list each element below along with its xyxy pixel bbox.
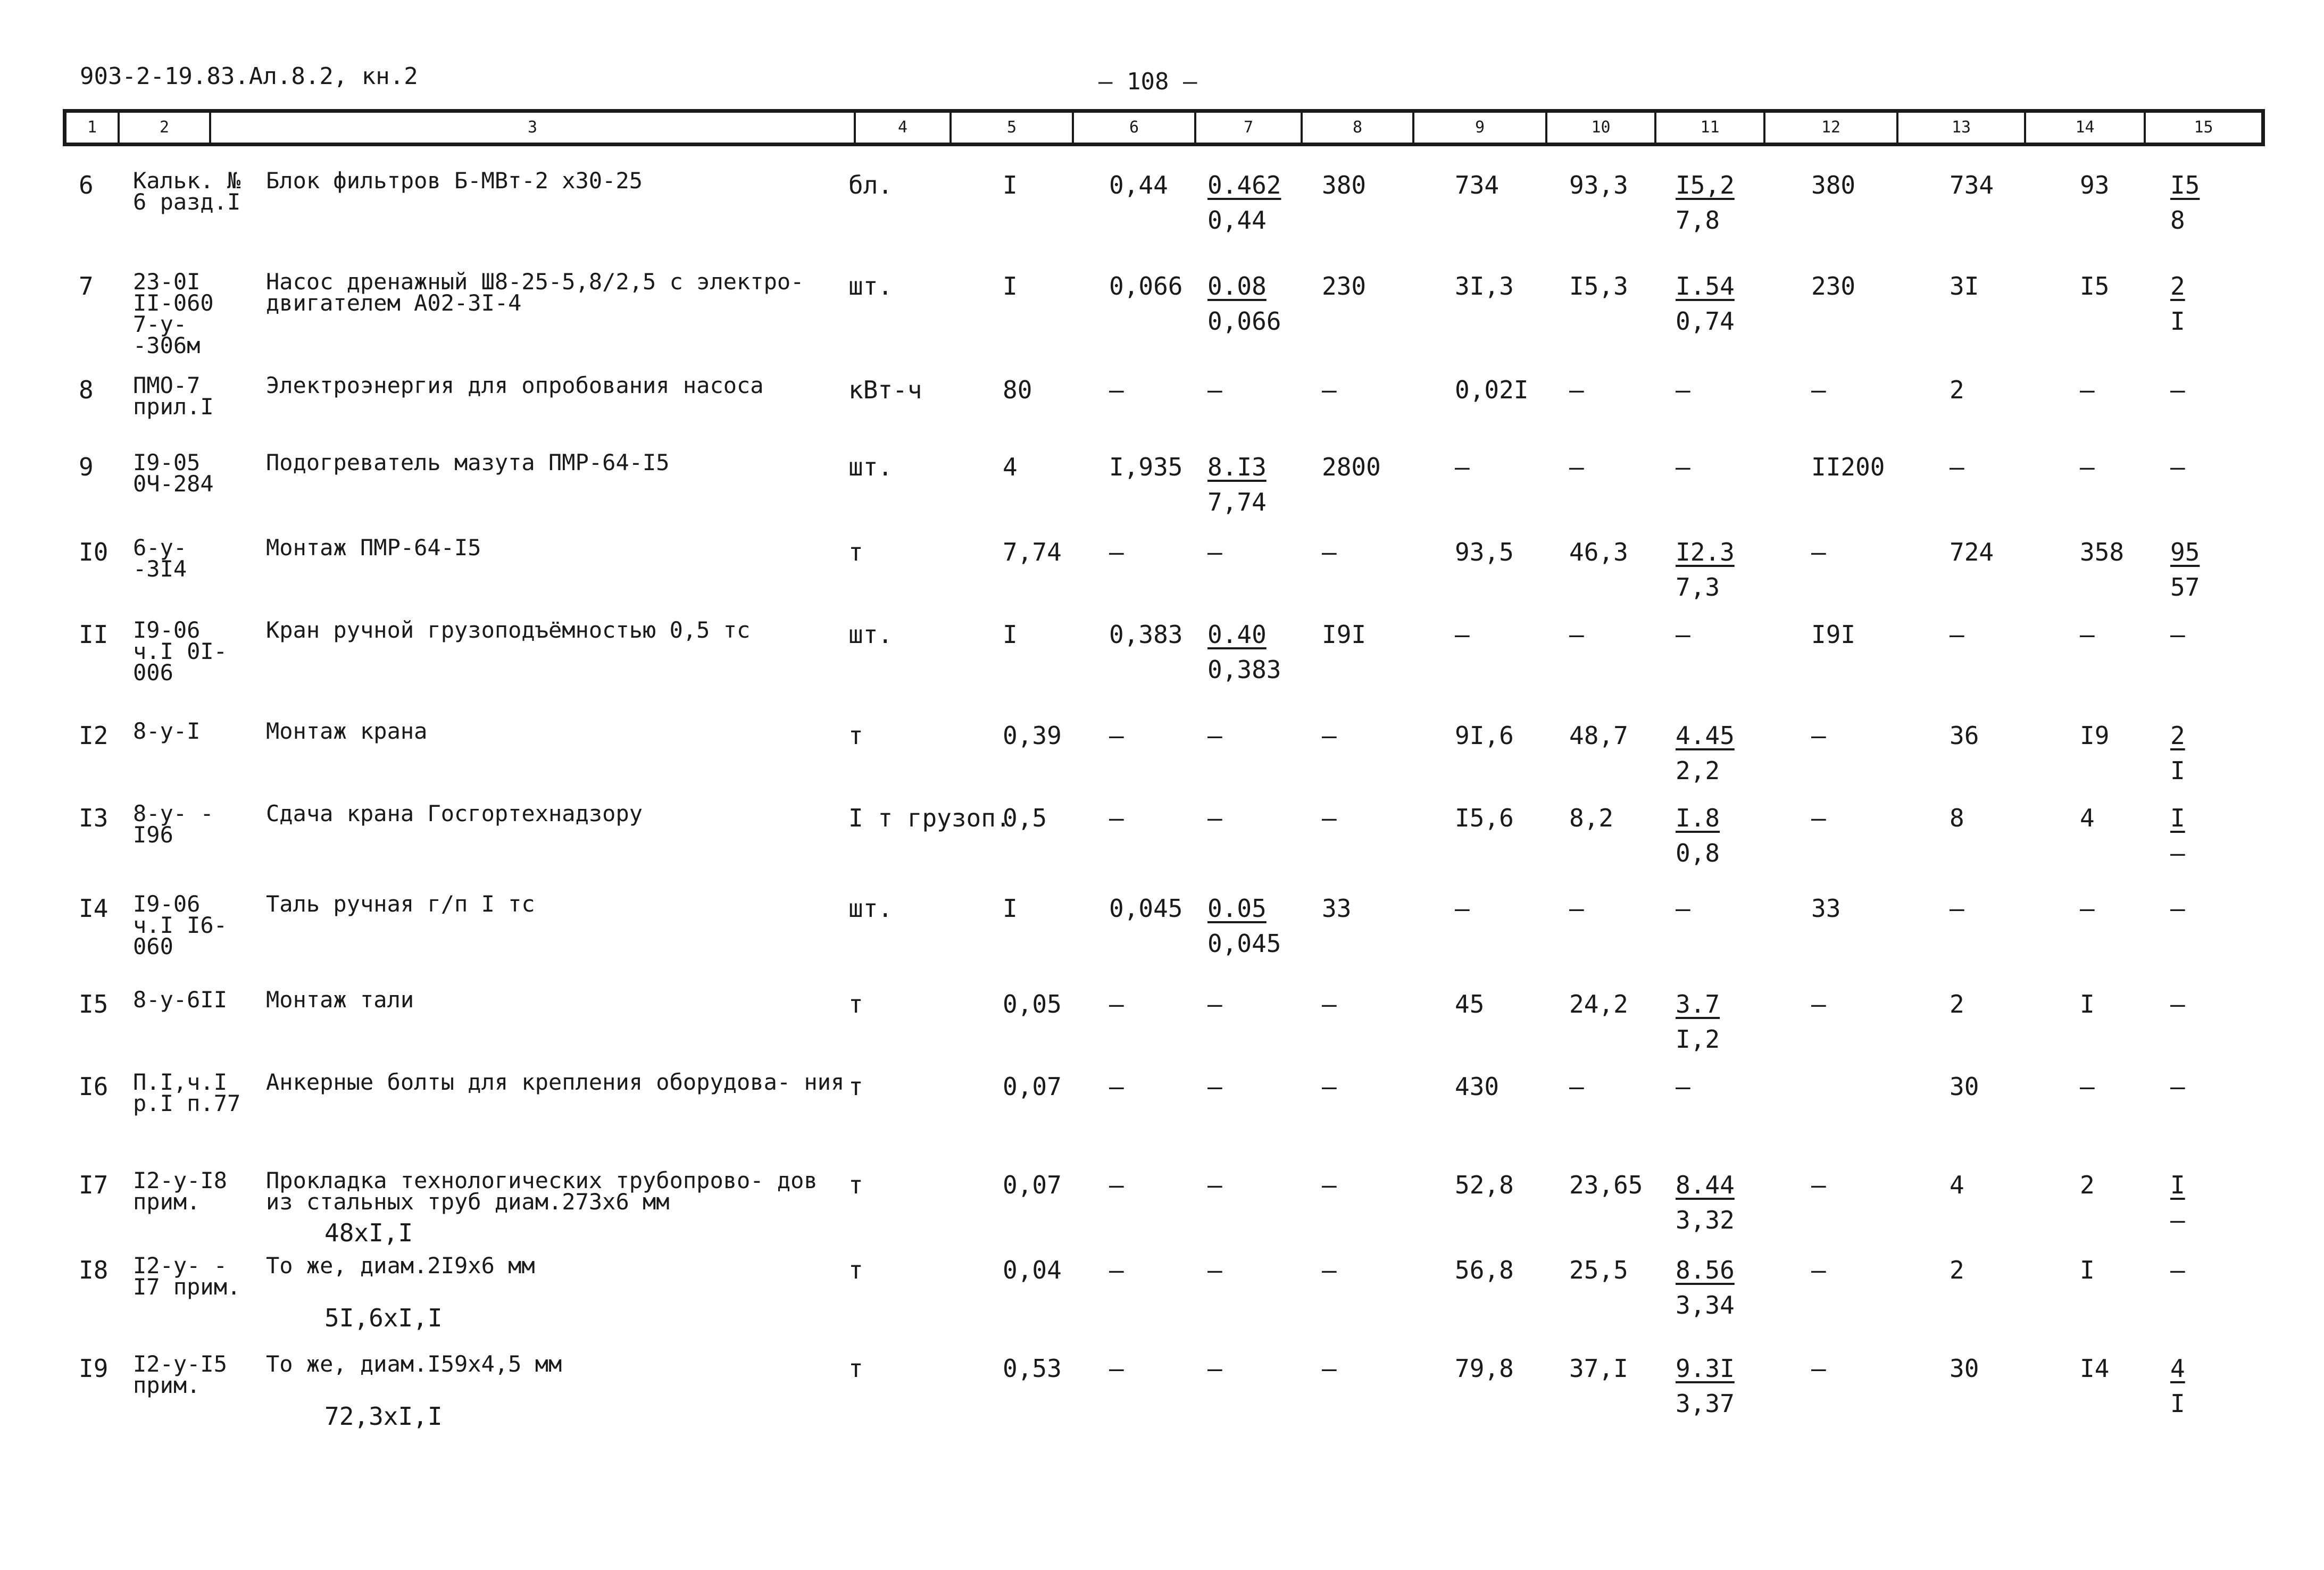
col-11-value (1676, 1252, 1735, 1323)
row-number: II (79, 620, 109, 649)
row-number: 7 (79, 272, 94, 300)
col-11-value (1676, 617, 1690, 652)
col-15-value (2170, 168, 2200, 238)
col-14-value: – (2080, 453, 2095, 481)
rate-code: I9-05 0Ч-284 (133, 449, 214, 497)
item-name: Насос дренажный Ш8-25-5,8/2,5 с электро- двигателем А02-3I-4 (266, 269, 804, 316)
col-14-value: I4 (2080, 1354, 2110, 1383)
col-15-value-numerator: I (2170, 804, 2185, 832)
col-11-value-numerator: I.54 (1676, 272, 1735, 300)
col-7-value-numerator: – (1207, 1354, 1222, 1383)
col-11-value-numerator: – (1676, 1072, 1690, 1101)
col-6-value: I,935 (1109, 453, 1183, 481)
col-8-value: – (1322, 721, 1337, 750)
rate-code: П.I,ч.I р.I п.77 (133, 1069, 241, 1116)
col-9-value: I5,6 (1455, 804, 1514, 832)
col-12-value: 380 (1811, 171, 1856, 199)
col-11-value-denominator: 3,34 (1676, 1291, 1735, 1320)
col-7-value (1207, 800, 1222, 836)
col-8-value: – (1322, 990, 1337, 1018)
col-10-value: 37,I (1569, 1354, 1628, 1383)
col-15-value (2170, 987, 2185, 1022)
col-15-value (2170, 1252, 2185, 1288)
col-8-value: – (1322, 538, 1337, 566)
column-number-5: 5 (949, 113, 1072, 143)
col-15-value-numerator: – (2170, 453, 2185, 481)
col-7-value-numerator: – (1207, 1256, 1222, 1284)
unit: т (848, 721, 863, 750)
column-number-1: 1 (87, 118, 97, 137)
col-15-value (2170, 891, 2185, 926)
col-12-value: 230 (1811, 272, 1856, 300)
col-7-value (1207, 168, 1281, 238)
quantity: I (1003, 171, 1018, 199)
col-15-value-numerator: 2 (2170, 272, 2185, 300)
col-15-value-denominator: 8 (2170, 206, 2185, 235)
unit: т (848, 538, 863, 566)
col-11-value-numerator: 3.7 (1676, 990, 1720, 1018)
column-number-10: 10 (1545, 113, 1654, 143)
col-6-value: – (1109, 375, 1124, 404)
col-7-value-numerator: 0.08 (1207, 272, 1267, 300)
col-7-value (1207, 372, 1222, 407)
col-11-value (1676, 535, 1735, 605)
item-subtext: 48хI,I (324, 1218, 413, 1247)
column-number-12: 12 (1763, 113, 1896, 143)
col-10-value: 93,3 (1569, 171, 1628, 199)
col-10-value: 23,65 (1569, 1171, 1643, 1199)
col-11-value-numerator: 9.3I (1676, 1354, 1735, 1383)
quantity: I (1003, 620, 1018, 649)
col-7-value-numerator: – (1207, 375, 1222, 404)
column-number-9: 9 (1412, 113, 1545, 143)
col-15-value (2170, 800, 2185, 871)
row-number: I9 (79, 1354, 109, 1383)
col-13-value: 734 (1950, 171, 1994, 199)
item-name: То же, диам.I59х4,5 мм (266, 1351, 562, 1377)
col-11-value (1676, 891, 1690, 926)
item-name: Сдача крана Госгортехнадзору (266, 800, 643, 826)
row-number: I6 (79, 1072, 109, 1101)
col-15-value (2170, 1069, 2185, 1104)
col-9-value: – (1455, 620, 1470, 649)
quantity: 4 (1003, 453, 1018, 481)
col-10-value: I5,3 (1569, 272, 1628, 300)
quantity: 7,74 (1003, 538, 1062, 566)
col-7-value (1207, 449, 1267, 520)
rate-code: 8-у-I (133, 718, 201, 744)
col-15-value (2170, 1167, 2185, 1238)
col-9-value: 52,8 (1455, 1171, 1514, 1199)
col-11-value-numerator: I2.3 (1676, 538, 1735, 566)
col-11-value-numerator: 8.56 (1676, 1256, 1735, 1284)
col-12-value: – (1811, 990, 1826, 1018)
rate-code: 23-0I II-060 7-у- -306м (133, 269, 214, 358)
col-13-value: 30 (1950, 1072, 1979, 1101)
quantity: 0,53 (1003, 1354, 1062, 1383)
col-7-value (1207, 891, 1281, 961)
col-11-value-numerator: – (1676, 620, 1690, 649)
col-11-value-numerator: – (1676, 894, 1690, 923)
col-8-value: 230 (1322, 272, 1367, 300)
col-15-value-numerator: 2 (2170, 721, 2185, 750)
col-15-value-numerator: – (2170, 894, 2185, 923)
col-7-value-numerator: 0.462 (1207, 171, 1281, 199)
col-10-value: – (1569, 375, 1584, 404)
col-6-value: – (1109, 538, 1124, 566)
row-number: I5 (79, 990, 109, 1018)
col-11-value (1676, 800, 1720, 871)
column-number-8: 8 (1301, 113, 1412, 143)
col-11-value-numerator: I.8 (1676, 804, 1720, 832)
unit: т (848, 1171, 863, 1199)
col-15-value-denominator: I (2170, 756, 2185, 785)
col-12-value: – (1811, 1256, 1826, 1284)
quantity: 80 (1003, 375, 1032, 404)
col-6-value: – (1109, 1171, 1124, 1199)
col-14-value: 4 (2080, 804, 2095, 832)
col-14-value: I9 (2080, 721, 2110, 750)
col-14-value: – (2080, 1072, 2095, 1101)
col-15-value-numerator: – (2170, 1072, 2185, 1101)
col-12-value: – (1811, 1354, 1826, 1383)
item-subtext: 72,3хI,I (324, 1402, 443, 1431)
col-15-value (2170, 1351, 2185, 1421)
col-9-value: 3I,3 (1455, 272, 1514, 300)
quantity: I (1003, 894, 1018, 923)
col-15-value (2170, 718, 2185, 788)
col-15-value-denominator: 57 (2170, 573, 2200, 602)
quantity: 0,07 (1003, 1171, 1062, 1199)
col-11-value (1676, 718, 1735, 788)
col-7-value-denominator: 7,74 (1207, 488, 1267, 516)
col-11-value (1676, 168, 1735, 238)
col-8-value: I9I (1322, 620, 1367, 649)
col-12-value: – (1811, 721, 1826, 750)
col-6-value: – (1109, 721, 1124, 750)
col-15-value-numerator: I (2170, 1171, 2185, 1199)
rate-code: Кальк. № 6 разд.I (133, 168, 241, 215)
col-12-value: 33 (1811, 894, 1841, 923)
column-number-11: 11 (1654, 113, 1763, 143)
item-name: Монтаж ПМР-64-I5 (266, 535, 481, 561)
col-10-value: – (1569, 453, 1584, 481)
item-name: Подогреватель мазута ПМР-64-I5 (266, 449, 670, 475)
col-11-value-numerator: 4.45 (1676, 721, 1735, 750)
column-number-4: 4 (854, 113, 949, 143)
col-6-value: – (1109, 1072, 1124, 1101)
col-11-value-numerator: 8.44 (1676, 1171, 1735, 1199)
col-7-value (1207, 718, 1222, 753)
col-15-value-denominator: – (2170, 1206, 2185, 1234)
col-14-value: 2 (2080, 1171, 2095, 1199)
item-name: Электроэнергия для опробования насоса (266, 372, 764, 398)
column-number-3: 3 (209, 113, 854, 143)
col-12-value: I9I (1811, 620, 1856, 649)
col-14-value: I (2080, 1256, 2095, 1284)
col-12-value: – (1811, 375, 1826, 404)
row-number: I2 (79, 721, 109, 750)
col-7-value-numerator: – (1207, 804, 1222, 832)
col-7-value-numerator: 8.I3 (1207, 453, 1267, 481)
col-15-value (2170, 617, 2185, 652)
rate-code: I9-06 ч.I 0I-006 (133, 617, 228, 686)
col-13-value: 4 (1950, 1171, 1964, 1199)
column-number-bar (63, 109, 2265, 146)
col-8-value: 33 (1322, 894, 1352, 923)
col-11-value-denominator: 3,37 (1676, 1389, 1735, 1418)
col-12-value: – (1811, 804, 1826, 832)
col-15-value-denominator: I (2170, 1389, 2185, 1418)
col-7-value-numerator: – (1207, 538, 1222, 566)
col-11-value-denominator: 0,74 (1676, 307, 1735, 336)
row-number: I0 (79, 538, 109, 566)
row-number: 9 (79, 453, 94, 481)
rate-code: 8-у-6II (133, 987, 228, 1013)
col-13-value: 3I (1950, 272, 1979, 300)
col-10-value: 8,2 (1569, 804, 1614, 832)
col-8-value: – (1322, 804, 1337, 832)
col-8-value: – (1322, 1354, 1337, 1383)
col-11-value (1676, 1351, 1735, 1421)
col-6-value: – (1109, 990, 1124, 1018)
item-subtext: 5I,6хI,I (324, 1304, 443, 1332)
col-7-value-denominator: 0,066 (1207, 307, 1281, 336)
item-name: То же, диам.2I9х6 мм (266, 1252, 535, 1279)
col-11-value-numerator: – (1676, 375, 1690, 404)
col-13-value: 2 (1950, 990, 1964, 1018)
unit: шт. (848, 453, 893, 481)
col-7-value (1207, 617, 1281, 687)
col-10-value: – (1569, 1072, 1584, 1101)
col-6-value: 0,383 (1109, 620, 1183, 649)
col-15-value-numerator: – (2170, 620, 2185, 649)
unit: т (848, 990, 863, 1018)
col-7-value-denominator: 0,045 (1207, 929, 1281, 958)
col-14-value: I (2080, 990, 2095, 1018)
rate-code: 6-у- -3I4 (133, 535, 187, 582)
col-8-value: – (1322, 375, 1337, 404)
col-9-value: 9I,6 (1455, 721, 1514, 750)
col-10-value: – (1569, 894, 1584, 923)
item-name: Таль ручная г/п I тс (266, 891, 535, 917)
col-7-value-denominator: 0,383 (1207, 655, 1281, 684)
row-number: I4 (79, 894, 109, 923)
col-14-value: – (2080, 620, 2095, 649)
page-number: — 108 — (1098, 68, 1197, 95)
row-number: 6 (79, 171, 94, 199)
col-15-value-denominator: – (2170, 839, 2185, 867)
col-14-value: 93 (2080, 171, 2110, 199)
col-7-value-numerator: 0.05 (1207, 894, 1267, 923)
item-name: Монтаж крана (266, 718, 428, 744)
col-11-value (1676, 269, 1735, 339)
rate-code: I2-у-I5 прим. (133, 1351, 228, 1398)
col-7-value-numerator: – (1207, 721, 1222, 750)
col-10-value: – (1569, 620, 1584, 649)
col-9-value: 430 (1455, 1072, 1500, 1101)
col-14-value: – (2080, 375, 2095, 404)
item-name: Кран ручной грузоподъёмностью 0,5 тс (266, 617, 751, 643)
col-11-value-numerator: – (1676, 453, 1690, 481)
col-10-value: 46,3 (1569, 538, 1628, 566)
col-6-value: 0,045 (1109, 894, 1183, 923)
col-12-value: – (1811, 538, 1826, 566)
item-name: Анкерные болты для крепления оборудова- ния (266, 1069, 845, 1095)
col-13-value: 724 (1950, 538, 1994, 566)
col-11-value-denominator: I,2 (1676, 1025, 1720, 1054)
col-8-value: 380 (1322, 171, 1367, 199)
col-11-value (1676, 372, 1690, 407)
quantity: 0,07 (1003, 1072, 1062, 1101)
item-name: Прокладка технологических трубопрово- дов из стальных труб диам.273х6 мм (266, 1167, 818, 1215)
unit: бл. (848, 171, 893, 199)
col-9-value: 45 (1455, 990, 1485, 1018)
document-code: 903-2-19.83.Ал.8.2, кн.2 (80, 63, 418, 90)
col-11-value-denominator: 2,2 (1676, 756, 1720, 785)
col-14-value: I5 (2080, 272, 2110, 300)
col-11-value (1676, 1167, 1735, 1238)
col-8-value: 2800 (1322, 453, 1381, 481)
col-13-value: 2 (1950, 375, 1964, 404)
col-10-value: 25,5 (1569, 1256, 1628, 1284)
unit: т (848, 1354, 863, 1383)
col-9-value: 93,5 (1455, 538, 1514, 566)
col-13-value: – (1950, 620, 1964, 649)
col-7-value (1207, 1069, 1222, 1104)
column-number-7: 7 (1194, 113, 1301, 143)
col-9-value: – (1455, 894, 1470, 923)
col-11-value (1676, 987, 1720, 1057)
unit: т (848, 1072, 863, 1101)
col-12-value: – (1811, 1171, 1826, 1199)
item-name: Блок фильтров Б-МВт-2 х30-25 (266, 168, 643, 194)
quantity: 0,5 (1003, 804, 1047, 832)
row-number: 8 (79, 375, 94, 404)
col-7-value-numerator: 0.40 (1207, 620, 1267, 649)
unit: I т грузоп. (848, 804, 1011, 832)
rate-code: 8-у- -I96 (133, 800, 214, 848)
col-13-value: – (1950, 453, 1964, 481)
col-15-value-numerator: – (2170, 1256, 2185, 1284)
col-10-value: 24,2 (1569, 990, 1628, 1018)
col-6-value: 0,44 (1109, 171, 1168, 199)
col-13-value: 8 (1950, 804, 1964, 832)
col-9-value: 79,8 (1455, 1354, 1514, 1383)
unit: т (848, 1256, 863, 1284)
col-13-value: 30 (1950, 1354, 1979, 1383)
rate-code: I2-у-I8 прим. (133, 1167, 228, 1215)
col-10-value: 48,7 (1569, 721, 1628, 750)
rate-code: I9-06 ч.I I6-060 (133, 891, 228, 959)
col-8-value: – (1322, 1072, 1337, 1101)
col-11-value-denominator: 3,32 (1676, 1206, 1735, 1234)
col-7-value (1207, 1252, 1222, 1288)
col-15-value-numerator: 4 (2170, 1354, 2185, 1383)
col-9-value: – (1455, 453, 1470, 481)
column-number-6: 6 (1072, 113, 1194, 143)
quantity: 0,05 (1003, 990, 1062, 1018)
col-13-value: 2 (1950, 1256, 1964, 1284)
col-9-value: 734 (1455, 171, 1500, 199)
col-15-value-numerator: 95 (2170, 538, 2200, 566)
col-6-value: 0,066 (1109, 272, 1183, 300)
col-7-value-numerator: – (1207, 1171, 1222, 1199)
col-15-value-numerator: – (2170, 990, 2185, 1018)
quantity: 0,39 (1003, 721, 1062, 750)
unit: шт. (848, 272, 893, 300)
col-6-value: – (1109, 804, 1124, 832)
col-7-value (1207, 1167, 1222, 1202)
col-11-value-denominator: 7,8 (1676, 206, 1720, 235)
col-15-value-numerator: I5 (2170, 171, 2200, 199)
col-11-value-denominator: 0,8 (1676, 839, 1720, 867)
col-7-value (1207, 1351, 1222, 1386)
quantity: 0,04 (1003, 1256, 1062, 1284)
col-7-value-denominator: 0,44 (1207, 206, 1267, 235)
col-11-value (1676, 449, 1690, 485)
col-6-value: – (1109, 1354, 1124, 1383)
col-13-value: 36 (1950, 721, 1979, 750)
column-number-14: 14 (2024, 113, 2144, 143)
col-15-value (2170, 449, 2185, 485)
item-name: Монтаж тали (266, 987, 414, 1013)
unit: кВт-ч (848, 375, 922, 404)
col-7-value (1207, 535, 1222, 570)
col-15-value-numerator: – (2170, 375, 2185, 404)
col-14-value: – (2080, 894, 2095, 923)
rate-code: ПМО-7 прил.I (133, 372, 214, 420)
row-number: I3 (79, 804, 109, 832)
col-7-value (1207, 987, 1222, 1022)
col-11-value-denominator: 7,3 (1676, 573, 1720, 602)
col-15-value (2170, 269, 2185, 339)
rate-code: I2-у- -I7 прим. (133, 1252, 241, 1300)
col-13-value: – (1950, 894, 1964, 923)
col-6-value: – (1109, 1256, 1124, 1284)
column-number-15: 15 (2144, 113, 2261, 143)
row-number: I8 (79, 1256, 109, 1284)
quantity: I (1003, 272, 1018, 300)
col-8-value: – (1322, 1171, 1337, 1199)
col-9-value: 0,02I (1455, 375, 1529, 404)
col-11-value (1676, 1069, 1690, 1104)
unit: шт. (848, 620, 893, 649)
col-9-value: 56,8 (1455, 1256, 1514, 1284)
col-11-value-numerator: I5,2 (1676, 171, 1735, 199)
col-12-value: II200 (1811, 453, 1885, 481)
col-14-value: 358 (2080, 538, 2125, 566)
col-7-value (1207, 269, 1281, 339)
row-number: I7 (79, 1171, 109, 1199)
col-7-value-numerator: – (1207, 990, 1222, 1018)
col-7-value-numerator: – (1207, 1072, 1222, 1101)
col-8-value: – (1322, 1256, 1337, 1284)
unit: шт. (848, 894, 893, 923)
column-number-2: 2 (118, 113, 209, 143)
col-15-value-denominator: I (2170, 307, 2185, 336)
col-15-value (2170, 535, 2200, 605)
column-number-13: 13 (1896, 113, 2024, 143)
col-15-value (2170, 372, 2185, 407)
